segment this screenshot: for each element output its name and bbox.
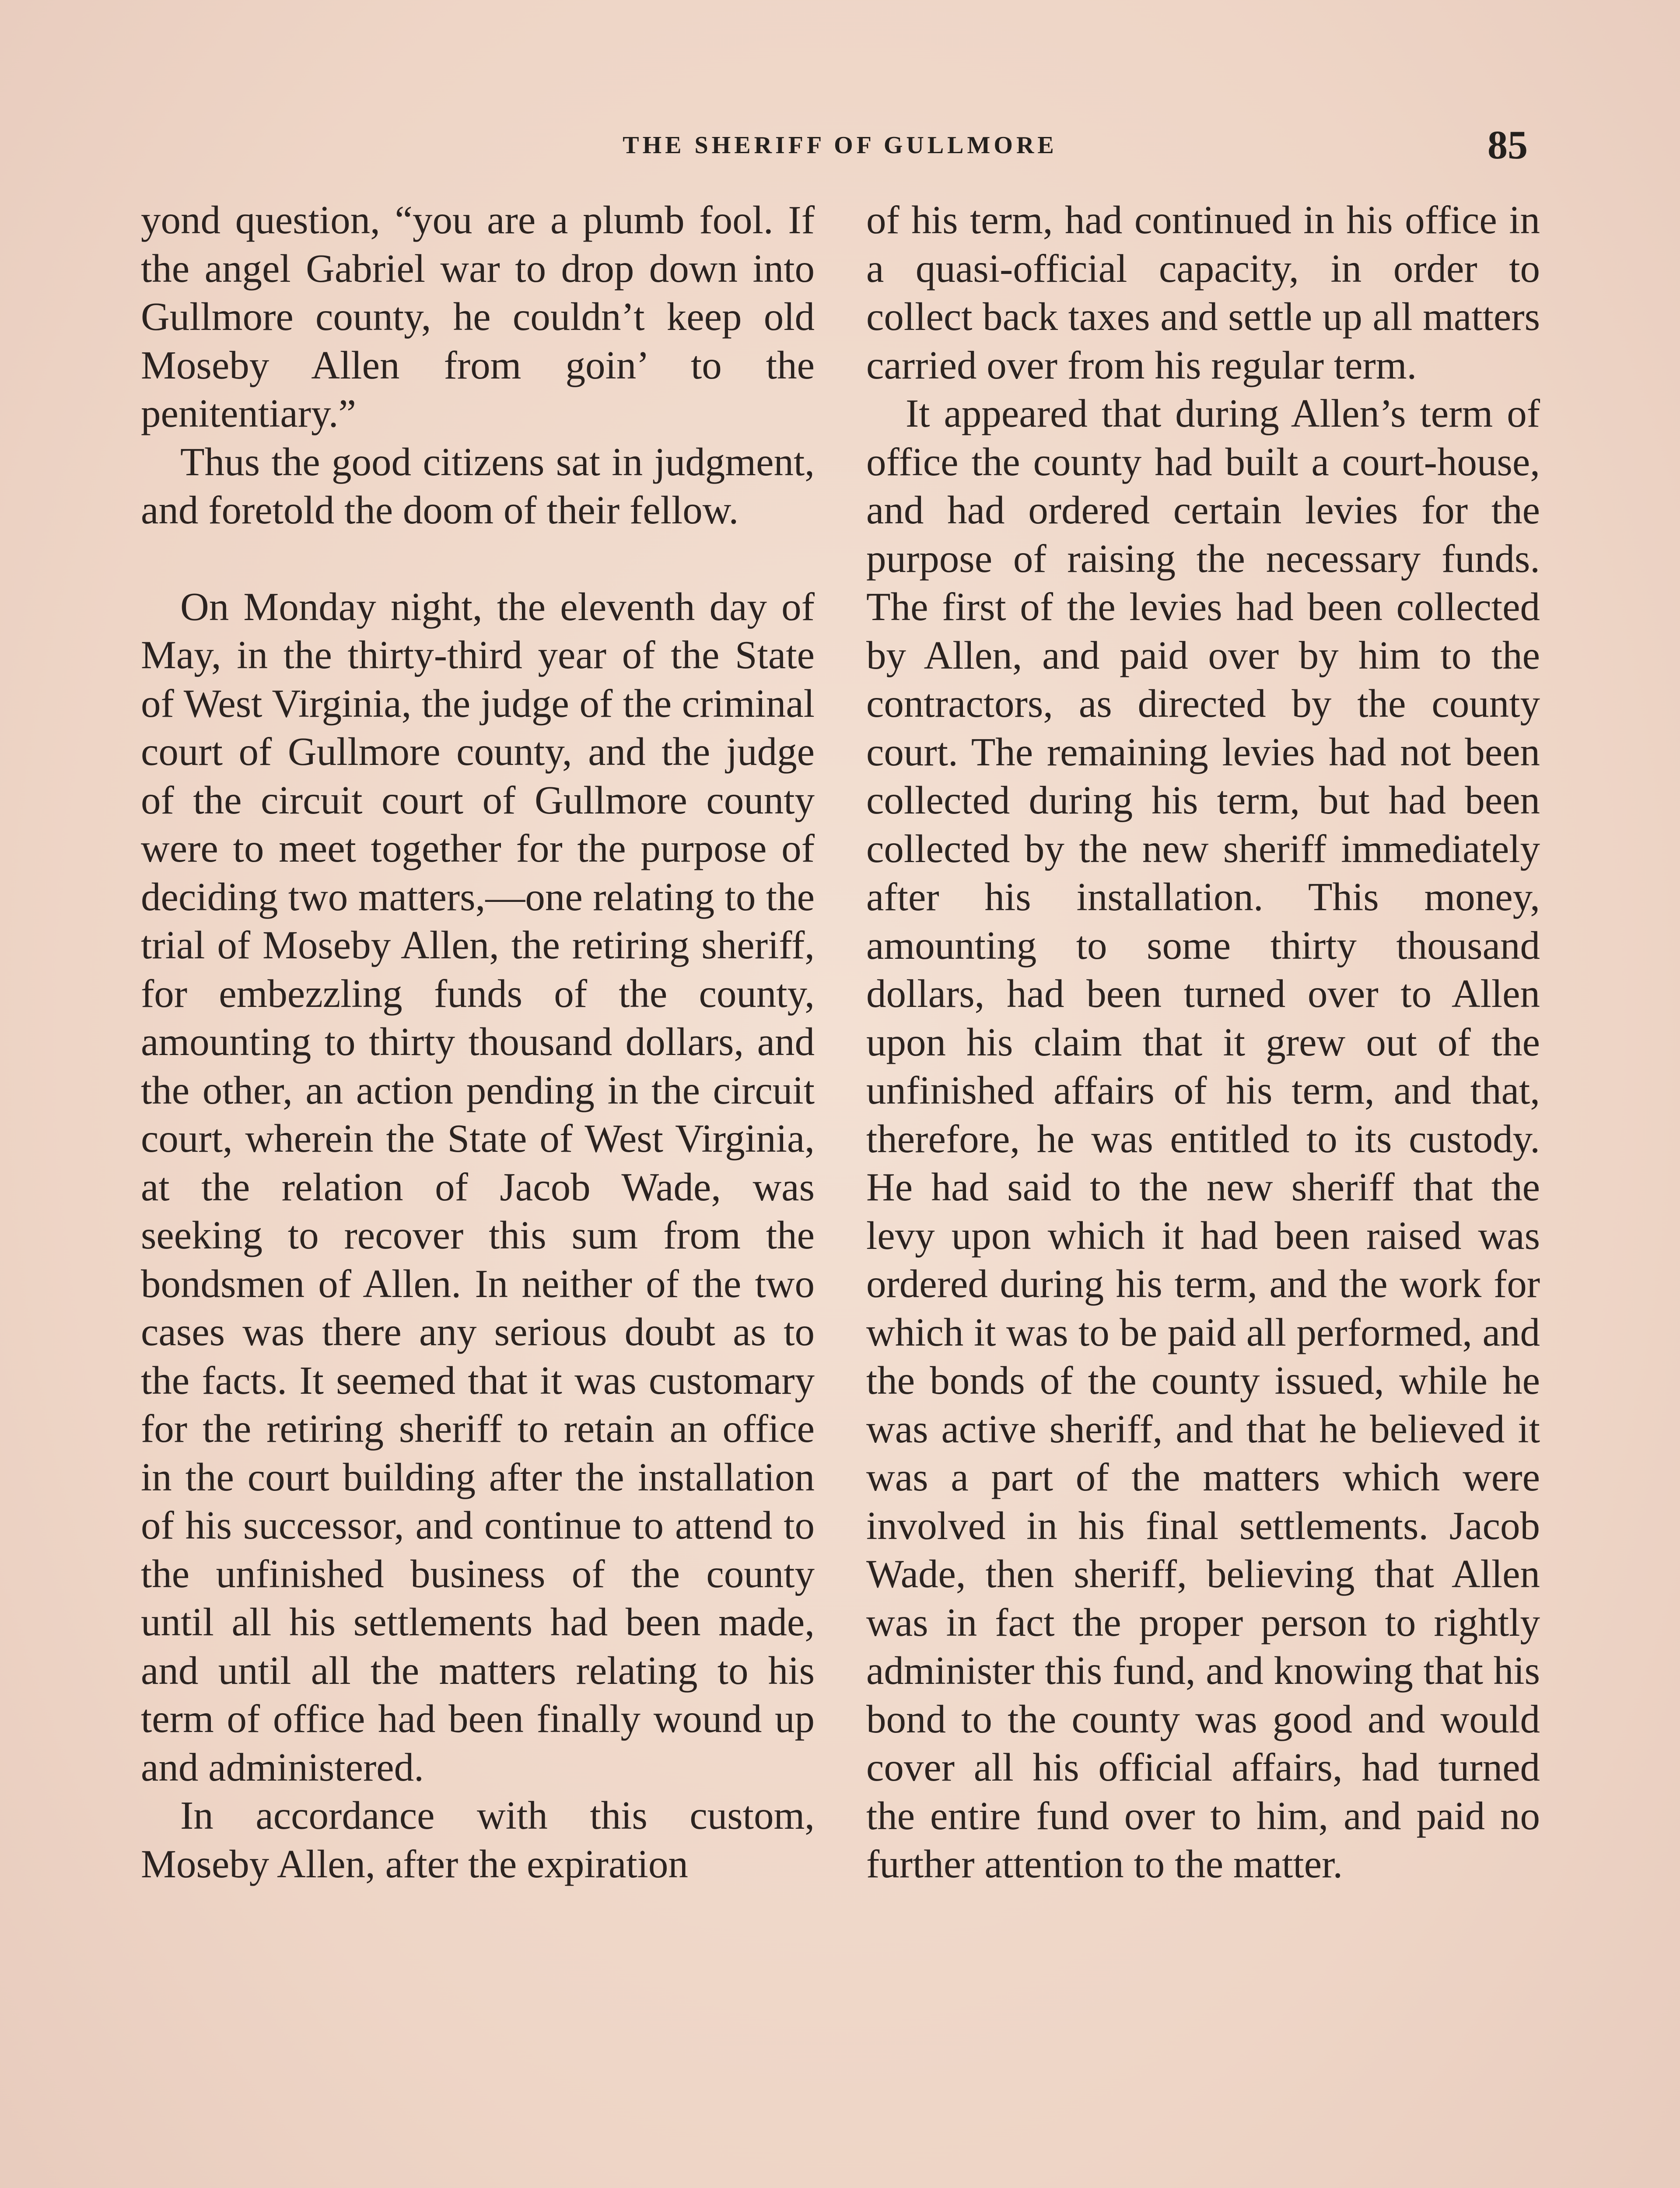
left-text-column xyxy=(141,196,815,1888)
paragraph-term-continuation: of his term, had continued in his office in a quasi-official capacity, in order to collect back taxes and settle up all matters carried over from his regular term. xyxy=(866,198,1540,387)
paragraph-court-house: It appeared that during Allen’s term of office the county had built a court-house, and had ordered certain levies for the purpose of raising the necessary funds. The first of the levies had been collected by Allen, and paid over by him to the contractors, as directed by the county court. The remaining levies had not been collected during his term, but had been collected by the new sheriff immediately after his installation. This money, amounting to some thirty thousand dollars, had been turned over to Allen upon his claim that it grew out of the unfinished affairs of his term, and that, therefore, he was entitled to its custody. He had said to the new sheriff that the levy upon which it had been raised was ordered during his term, and the work for which it was to be paid all performed, and the bonds of the county issued, while he was active sheriff, and that he believed it was a part of the matters which were involved in his final settlements. Jacob Wade, then sheriff, believing that Allen was in fact the proper person to rightly administer this fund, and knowing that his bond to the county was good and would cover all his official affairs, had turned the entire fund over to him, and paid no further attention to the matter. xyxy=(866,391,1540,1886)
running-title: THE SHERIFF OF GULLMORE xyxy=(623,132,1057,159)
page-number: 85 xyxy=(1488,123,1528,167)
paragraph-judgment: Thus the good citizens sat in judgment, and foretold the doom of their fellow. xyxy=(141,439,815,532)
right-text-column xyxy=(866,196,1540,1889)
paragraph-continuation: yond question, “you are a plumb fool. If the angel Gabriel war to drop down into Gullmore county, he couldn’t keep old Moseby Allen from goin’ to the penitentiary.” xyxy=(141,198,815,435)
paragraph-monday-night: On Monday night, the eleventh day of May, in the thirty-third year of the State of West Virginia, the judge of the criminal court of Gullmore county, and the judge of the circuit court of Gullmore county were to meet together for the purpose of deciding two matters,—one relating to the trial of Moseby Allen, the retiring sheriff, for embezzling funds of the county, amounting to thirty thousand dollars, and the other, an action pending in the circuit court, wherein the State of West Virginia, at the relation of Jacob Wade, was seeking to recover this sum from the bondsmen of Allen. In neither of the two cases was there any serious doubt as to the facts. It seemed that it was customary for the retiring sheriff to retain an office in the court building after the installation of his successor, and continue to attend to the unfinished business of the county until all his settlements had been made, and until all the matters relating to his term of office had been finally wound up and administered. xyxy=(141,584,815,1789)
paragraph-custom: In accordance with this custom, Moseby Allen, after the expiration xyxy=(141,1793,815,1886)
